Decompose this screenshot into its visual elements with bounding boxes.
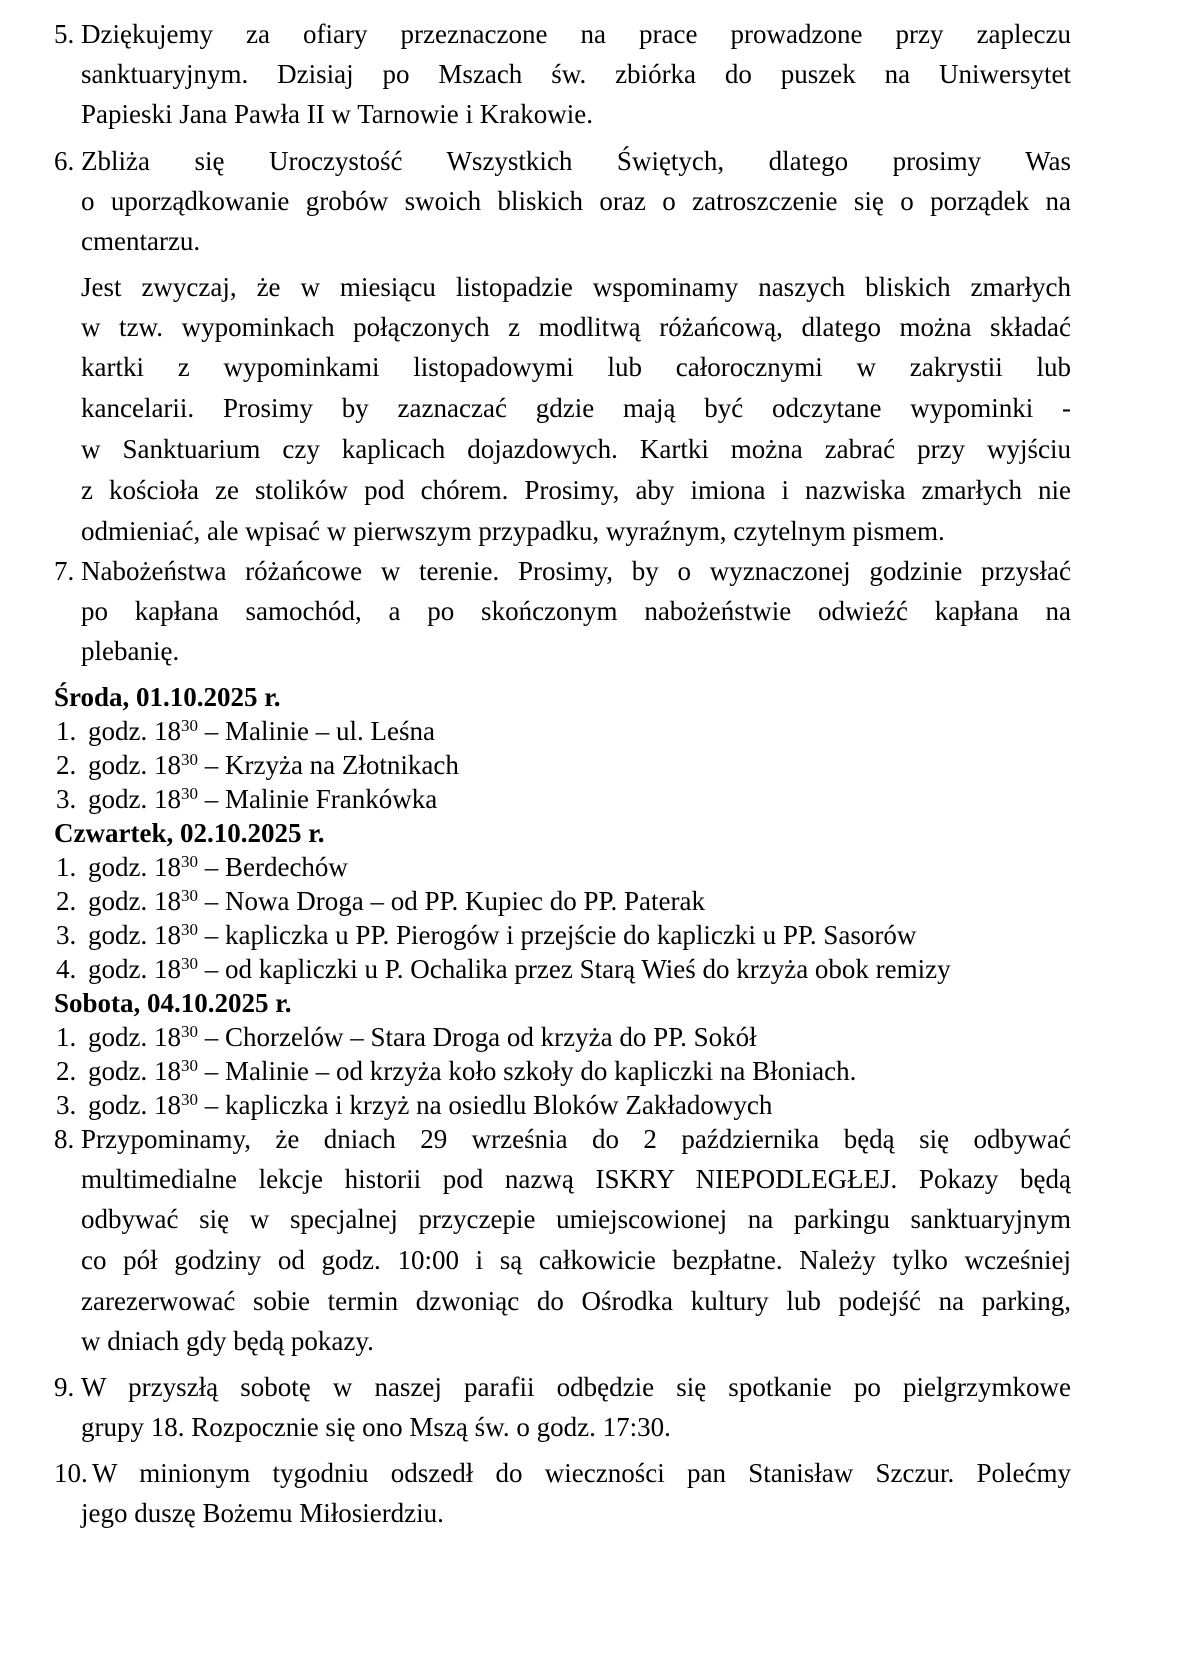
item-text-line: z kościoła ze stolików pod chórem. Prosimy, aby imiona i nazwiska zmarłych nie <box>81 475 1071 505</box>
item-text-line: kancelarii. Prosimy by zaznaczać gdzie mają być odczytane wypominki - <box>81 393 1071 423</box>
schedule-day-heading: Środa, 01.10.2025 r. <box>54 682 281 712</box>
item-text-line: multimedialne lekcje historii pod nazwą ISKRY NIEPODLEGŁEJ. Pokazy będą <box>81 1164 1071 1194</box>
item-text-line: kartki z wypominkami listopadowymi lub całorocznymi w zakrystii lub <box>81 352 1071 382</box>
item-text-line: po kapłana samochód, a po skończonym nabożeństwie odwieźć kapłana na <box>81 596 1071 626</box>
item-text-line: cmentarzu. <box>81 226 201 256</box>
schedule-entry: 2. godz. $18^{30}$ – Nowa Droga – od PP. Kupiec do PP. Paterak <box>56 886 705 916</box>
item-text-line: sanktuaryjnym. Dzisiaj po Mszach św. zbiórka do puszek na Uniwersytet <box>81 59 1071 89</box>
schedule-day-heading: Sobota, 04.10.2025 r. <box>54 988 292 1018</box>
item-text-line: Zbliża się Uroczystość Wszystkich Świętych, dlatego prosimy Was <box>81 146 1071 176</box>
item-text-line: odmieniać, ale wpisać w pierwszym przypadku, wyraźnym, czytelnym pismem. <box>81 516 945 546</box>
schedule-entry: 1. godz. $18^{30}$ – Malinie – ul. Leśna <box>56 716 435 746</box>
item-text-line: W przyszłą sobotę w naszej parafii odbędzie się spotkanie po pielgrzymkowe <box>81 1372 1071 1402</box>
item-text-line: W minionym tygodniu odszedł do wieczności pan Stanisław Szczur. Polećmy <box>92 1458 1071 1488</box>
item-text-line: plebanię. <box>81 636 180 666</box>
item-text-line: jego duszę Bożemu Miłosierdziu. <box>81 1498 444 1528</box>
schedule-entry: 1. godz. $18^{30}$ – Berdechów <box>56 852 348 882</box>
item-number: 9. <box>54 1372 75 1402</box>
item-text-line: w dniach gdy będą pokazy. <box>81 1326 374 1356</box>
item-number: 7. <box>54 556 75 586</box>
item-text-line: grupy 18. Rozpocznie się ono Mszą św. o godz. 17:30. <box>81 1412 671 1442</box>
item-text-line: Jest zwyczaj, że w miesiącu listopadzie wspominamy naszych bliskich zmarłych <box>81 272 1071 302</box>
item-text-line: co pół godziny od godz. 10:00 i są całkowicie bezpłatne. Należy tylko wcześniej <box>81 1245 1071 1275</box>
item-number: 10. <box>54 1458 88 1488</box>
item-text-line: w tzw. wypominkach połączonych z modlitwą różańcową, dlatego można składać <box>81 312 1071 342</box>
item-text-line: Papieski Jana Pawła II w Tarnowie i Krakowie. <box>81 99 593 129</box>
schedule-entry: 1. godz. $18^{30}$ – Chorzelów – Stara Droga od krzyża do PP. Sokół <box>56 1022 757 1052</box>
item-text-line: o uporządkowanie grobów swoich bliskich oraz o zatroszczenie się o porządek na <box>81 186 1071 216</box>
item-text-line: zarezerwować sobie termin dzwoniąc do Ośrodka kultury lub podejść na parking, <box>81 1286 1071 1316</box>
item-number: 5. <box>54 19 75 49</box>
schedule-entry: 4. godz. $18^{30}$ – od kapliczki u P. Ochalika przez Starą Wieś do krzyża obok remizy <box>56 954 951 984</box>
schedule-day-heading: Czwartek, 02.10.2025 r. <box>54 818 325 848</box>
item-number: 6. <box>54 146 75 176</box>
schedule-entry: 2. godz. $18^{30}$ – Malinie – od krzyża koło szkoły do kapliczki na Błoniach. <box>56 1056 857 1086</box>
schedule-entry: 2. godz. $18^{30}$ – Krzyża na Złotnikach <box>56 750 459 780</box>
item-text-line: Przypominamy, że dniach 29 września do 2 października będą się odbywać <box>81 1124 1071 1154</box>
item-text-line: w Sanktuarium czy kaplicach dojazdowych. Kartki można zabrać przy wyjściu <box>81 434 1071 464</box>
schedule-entry: 3. godz. $18^{30}$ – kapliczka i krzyż na osiedlu Bloków Zakładowych <box>56 1090 773 1120</box>
schedule-entry: 3. godz. $18^{30}$ – kapliczka u PP. Pierogów i przejście do kapliczki u PP. Sasorów <box>56 920 917 950</box>
item-number: 8. <box>54 1124 75 1154</box>
schedule-entry: 3. godz. $18^{30}$ – Malinie Frankówka <box>56 784 438 814</box>
item-text-line: odbywać się w specjalnej przyczepie umiejscowionej na parkingu sanktuaryjnym <box>81 1204 1071 1234</box>
item-text-line: Nabożeństwa różańcowe w terenie. Prosimy, by o wyznaczonej godzinie przysłać <box>81 556 1071 586</box>
item-text-line: Dziękujemy za ofiary przeznaczone na prace prowadzone przy zapleczu <box>81 19 1071 49</box>
